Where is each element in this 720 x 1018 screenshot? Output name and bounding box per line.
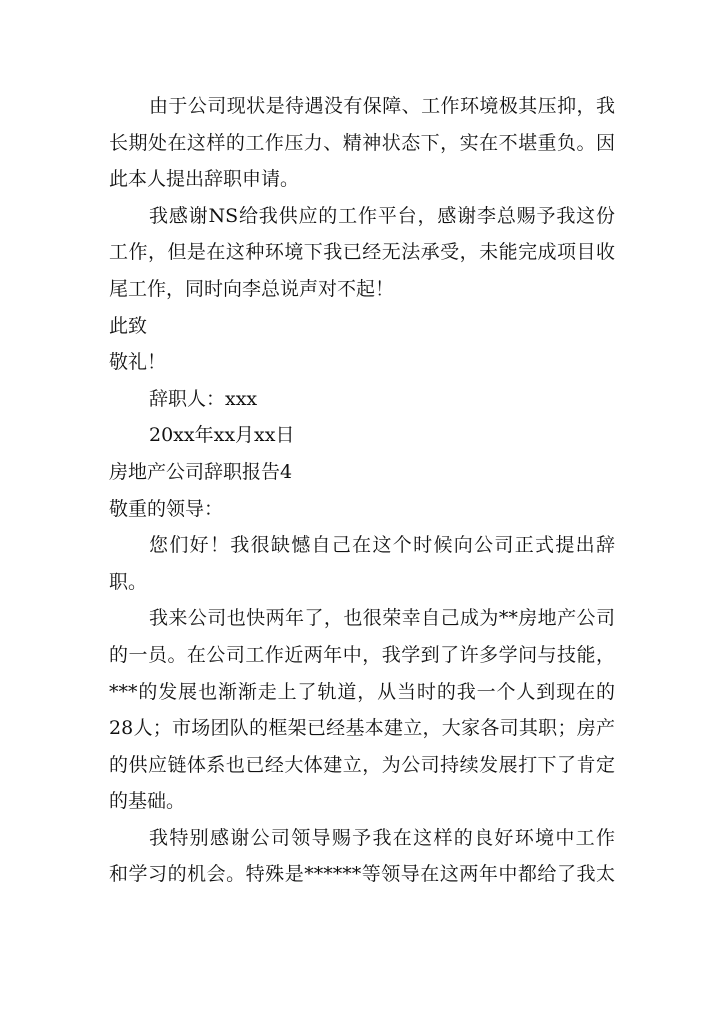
body-line: 此本人提出辞职申请。	[109, 168, 300, 191]
signature-date: 20xx年xx月xx日	[149, 424, 295, 447]
body-line: 28人；市场团队的框架已经基本建立，大家各司其职；房产	[109, 717, 615, 740]
body-line: 我来公司也快两年了，也很荣幸自己成为**房地产公司	[149, 607, 615, 630]
closing-regards: 敬礼！	[109, 351, 167, 374]
closing-salutation: 此致	[109, 314, 148, 337]
document-body	[109, 88, 615, 893]
body-line: 的供应链体系也已经大体建立，为公司持续发展打下了肯定	[109, 753, 615, 776]
body-line: 职。	[109, 570, 148, 593]
body-line: 我特别感谢公司领导赐予我在这样的良好环境中工作	[149, 826, 615, 849]
body-line: 的基础。	[109, 790, 186, 813]
body-line: 您们好！我很缺憾自己在这个时候向公司正式提出辞	[149, 534, 615, 557]
section-title: 房地产公司辞职报告4	[109, 460, 293, 483]
body-line: 我感谢NS给我供应的工作平台，感谢李总赐予我这份	[149, 204, 615, 227]
body-line: 尾工作，同时向李总说声对不起！	[109, 277, 395, 300]
body-line: 和学习的机会。特殊是******等领导在这两年中都给了我太	[109, 863, 615, 886]
body-line: 由于公司现状是待遇没有保障、工作环境极其压抑，我	[149, 95, 615, 117]
body-line: 长期处在这样的工作压力、精神状态下，实在不堪重负。因	[109, 131, 615, 154]
greeting: 敬重的领导：	[109, 497, 224, 520]
body-line: 的一员。在公司工作近两年中，我学到了许多学问与技能，	[109, 643, 615, 666]
body-line: 工作，但是在这种环境下我已经无法承受，未能完成项目收	[109, 241, 615, 264]
signature-name: 辞职人：xxx	[149, 387, 258, 410]
body-line: ***的发展也渐渐走上了轨道，从当时的我一个人到现在的	[109, 680, 615, 703]
